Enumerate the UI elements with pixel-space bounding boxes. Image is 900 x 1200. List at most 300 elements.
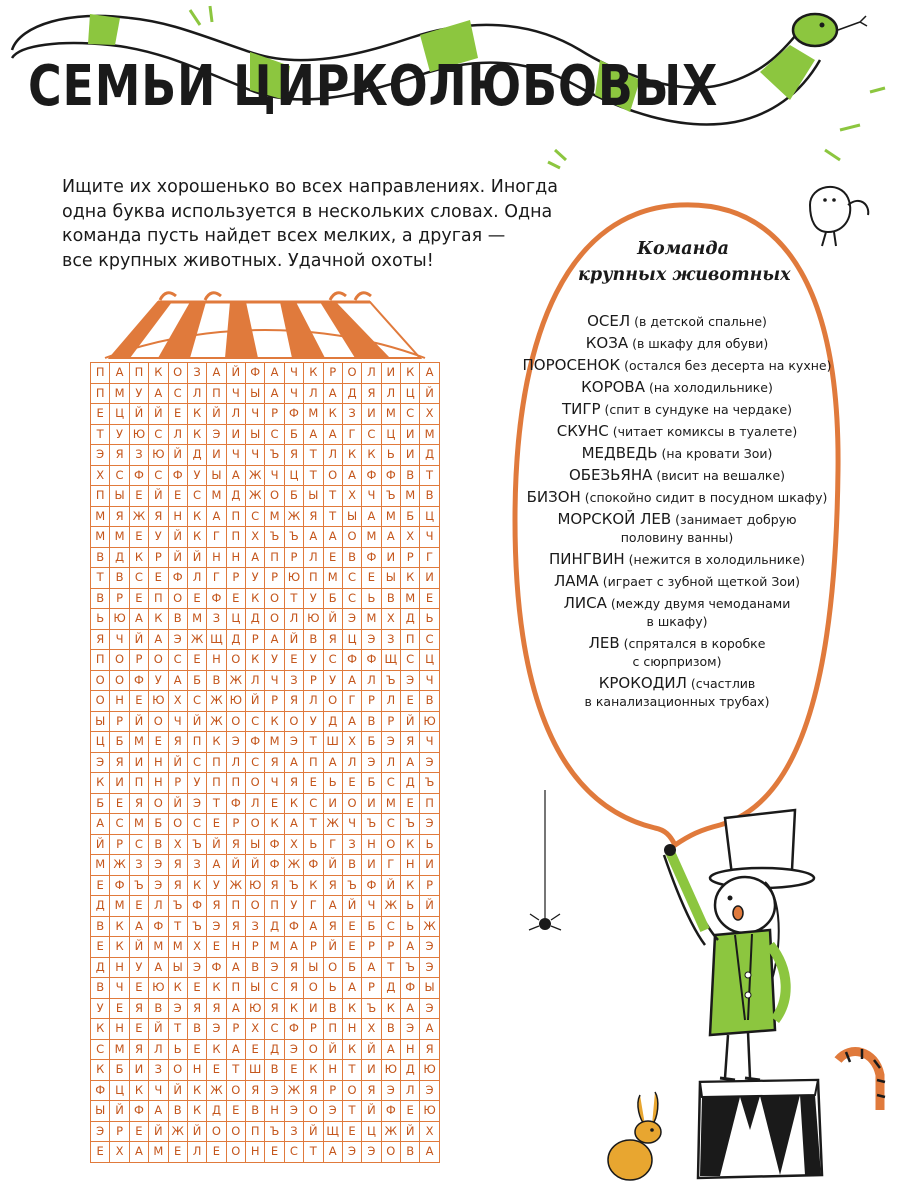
- grid-cell: К: [246, 589, 265, 610]
- grid-cell: Э: [169, 630, 188, 651]
- grid-cell: Л: [324, 445, 343, 466]
- grid-cell: С: [401, 404, 420, 425]
- grid-cell: Ч: [169, 712, 188, 733]
- grid-cell: П: [265, 896, 284, 917]
- grid-cell: Д: [227, 486, 246, 507]
- grid-cell: Г: [207, 568, 226, 589]
- grid-cell: Х: [285, 835, 304, 856]
- grid-cell: Ч: [110, 978, 129, 999]
- grid-cell: Ш: [324, 732, 343, 753]
- grid-cell: М: [110, 527, 129, 548]
- grid-cell: Ф: [246, 732, 265, 753]
- grid-cell: Я: [227, 835, 246, 856]
- grid-cell: Я: [420, 1040, 439, 1061]
- animal-item: [518, 594, 836, 631]
- grid-cell: Х: [420, 1122, 439, 1143]
- grid-cell: Ф: [265, 855, 284, 876]
- grid-cell: Я: [362, 1081, 381, 1102]
- grid-cell: В: [149, 999, 168, 1020]
- grid-cell: Ч: [420, 527, 439, 548]
- grid-cell: Г: [343, 425, 362, 446]
- grid-cell: Э: [401, 671, 420, 692]
- grid-cell: Е: [343, 1122, 362, 1143]
- team-heading-line: Команда: [637, 239, 729, 259]
- grid-cell: Е: [324, 548, 343, 569]
- grid-cell: Ч: [246, 404, 265, 425]
- grid-cell: В: [382, 589, 401, 610]
- grid-cell: В: [91, 589, 110, 610]
- grid-row: [91, 691, 440, 712]
- grid-cell: К: [401, 363, 420, 384]
- grid-cell: Ф: [130, 671, 149, 692]
- grid-cell: О: [207, 1122, 226, 1143]
- grid-cell: Е: [343, 937, 362, 958]
- grid-cell: И: [401, 425, 420, 446]
- grid-row: [91, 958, 440, 979]
- grid-cell: Р: [227, 568, 246, 589]
- grid-cell: И: [362, 794, 381, 815]
- grid-cell: Ж: [285, 507, 304, 528]
- grid-cell: Й: [285, 630, 304, 651]
- team-heading-line: крупных животных: [578, 265, 791, 285]
- grid-cell: М: [207, 486, 226, 507]
- grid-cell: З: [285, 1122, 304, 1143]
- grid-cell: Ц: [420, 507, 439, 528]
- grid-cell: Т: [343, 1060, 362, 1081]
- grid-cell: М: [382, 507, 401, 528]
- grid-cell: Х: [343, 486, 362, 507]
- grid-cell: Ц: [382, 425, 401, 446]
- grid-cell: Ю: [149, 691, 168, 712]
- grid-cell: Т: [169, 1019, 188, 1040]
- grid-cell: К: [401, 876, 420, 897]
- animal-name: МЕДВЕДЬ: [581, 444, 658, 462]
- grid-cell: З: [382, 630, 401, 651]
- grid-cell: Л: [304, 384, 323, 405]
- grid-cell: Ж: [110, 855, 129, 876]
- grid-cell: К: [343, 445, 362, 466]
- grid-cell: О: [382, 835, 401, 856]
- grid-cell: Ъ: [169, 896, 188, 917]
- grid-cell: У: [285, 896, 304, 917]
- grid-cell: Ф: [304, 855, 323, 876]
- grid-cell: Н: [324, 1060, 343, 1081]
- grid-cell: Ч: [246, 445, 265, 466]
- grid-cell: Й: [188, 1122, 207, 1143]
- animal-line: с сюрпризом): [632, 654, 722, 669]
- grid-cell: Л: [227, 404, 246, 425]
- grid-cell: П: [227, 773, 246, 794]
- grid-cell: Ь: [304, 835, 323, 856]
- grid-cell: Ъ: [343, 876, 362, 897]
- animal-line: [518, 466, 836, 485]
- grid-cell: Я: [246, 1081, 265, 1102]
- animal-item: [518, 312, 836, 331]
- grid-cell: Й: [130, 712, 149, 733]
- grid-cell: Ц: [110, 404, 129, 425]
- grid-cell: Э: [149, 876, 168, 897]
- grid-cell: А: [130, 609, 149, 630]
- grid-cell: Е: [401, 794, 420, 815]
- grid-cell: С: [91, 1040, 110, 1061]
- grid-cell: В: [188, 1019, 207, 1040]
- animal-location: (спокойно сидит в посудном шкафу): [580, 490, 828, 505]
- grid-cell: Ь: [401, 917, 420, 938]
- grid-cell: Ф: [207, 958, 226, 979]
- grid-cell: Я: [130, 794, 149, 815]
- grid-cell: С: [246, 753, 265, 774]
- grid-cell: Б: [324, 589, 343, 610]
- grid-cell: А: [343, 978, 362, 999]
- grid-cell: Й: [130, 937, 149, 958]
- grid-cell: К: [343, 999, 362, 1020]
- grid-cell: Э: [91, 445, 110, 466]
- grid-cell: О: [169, 363, 188, 384]
- grid-cell: Т: [91, 425, 110, 446]
- grid-cell: Л: [149, 1040, 168, 1061]
- grid-cell: Р: [304, 937, 323, 958]
- grid-cell: М: [420, 425, 439, 446]
- grid-cell: К: [401, 835, 420, 856]
- grid-cell: О: [227, 1142, 246, 1163]
- grid-cell: О: [324, 958, 343, 979]
- grid-cell: Т: [169, 917, 188, 938]
- grid-row: [91, 384, 440, 405]
- grid-row: [91, 814, 440, 835]
- grid-cell: Е: [149, 568, 168, 589]
- grid-cell: А: [420, 363, 439, 384]
- grid-cell: Е: [207, 1142, 226, 1163]
- grid-cell: О: [91, 671, 110, 692]
- grid-cell: Ю: [246, 999, 265, 1020]
- grid-cell: К: [285, 999, 304, 1020]
- grid-cell: Ю: [420, 1101, 439, 1122]
- grid-cell: Х: [91, 466, 110, 487]
- grid-cell: Б: [149, 814, 168, 835]
- grid-cell: Ж: [420, 917, 439, 938]
- grid-cell: Ъ: [130, 876, 149, 897]
- grid-cell: К: [188, 876, 207, 897]
- grid-cell: Б: [362, 917, 381, 938]
- grid-cell: Р: [110, 835, 129, 856]
- grid-cell: Е: [91, 404, 110, 425]
- grid-cell: Н: [227, 548, 246, 569]
- grid-cell: Е: [227, 589, 246, 610]
- grid-cell: С: [382, 773, 401, 794]
- grid-cell: Ы: [304, 486, 323, 507]
- grid-cell: Ф: [362, 548, 381, 569]
- grid-cell: А: [285, 753, 304, 774]
- grid-cell: М: [382, 794, 401, 815]
- grid-cell: Ч: [420, 732, 439, 753]
- grid-cell: Й: [324, 855, 343, 876]
- animal-item: [518, 466, 836, 485]
- grid-cell: Й: [382, 876, 401, 897]
- grid-cell: А: [207, 507, 226, 528]
- grid-cell: Я: [207, 999, 226, 1020]
- grid-cell: С: [169, 650, 188, 671]
- grid-cell: М: [169, 937, 188, 958]
- grid-cell: Ц: [362, 1122, 381, 1143]
- grid-cell: Ы: [169, 958, 188, 979]
- grid-cell: С: [343, 589, 362, 610]
- grid-cell: Э: [285, 1101, 304, 1122]
- grid-cell: Р: [110, 1122, 129, 1143]
- grid-cell: Э: [420, 753, 439, 774]
- grid-cell: З: [343, 404, 362, 425]
- grid-cell: К: [246, 650, 265, 671]
- grid-cell: М: [324, 568, 343, 589]
- grid-cell: Щ: [324, 1122, 343, 1143]
- grid-cell: Л: [362, 671, 381, 692]
- grid-cell: Ю: [149, 978, 168, 999]
- grid-cell: А: [304, 527, 323, 548]
- grid-cell: З: [246, 917, 265, 938]
- grid-cell: М: [188, 609, 207, 630]
- grid-cell: Н: [207, 650, 226, 671]
- grid-cell: Ф: [130, 1101, 149, 1122]
- grid-cell: А: [343, 712, 362, 733]
- grid-cell: Д: [91, 958, 110, 979]
- grid-cell: Д: [401, 773, 420, 794]
- grid-cell: Ц: [343, 630, 362, 651]
- grid-row: [91, 773, 440, 794]
- grid-cell: Я: [285, 773, 304, 794]
- grid-cell: Г: [304, 896, 323, 917]
- grid-cell: О: [227, 650, 246, 671]
- grid-cell: Ф: [401, 978, 420, 999]
- grid-cell: К: [207, 978, 226, 999]
- grid-cell: Й: [227, 855, 246, 876]
- animal-name: КОРОВА: [581, 378, 645, 396]
- grid-cell: Х: [110, 1142, 129, 1163]
- grid-cell: Э: [91, 753, 110, 774]
- animal-location: (остался без десерта на кухне): [620, 358, 832, 373]
- grid-cell: У: [304, 712, 323, 733]
- grid-cell: Ц: [91, 732, 110, 753]
- grid-cell: С: [188, 691, 207, 712]
- grid-cell: А: [149, 630, 168, 651]
- grid-cell: Р: [420, 876, 439, 897]
- grid-cell: А: [207, 363, 226, 384]
- grid-cell: М: [130, 814, 149, 835]
- grid-cell: А: [343, 466, 362, 487]
- grid-cell: Й: [324, 609, 343, 630]
- grid-cell: Ф: [285, 917, 304, 938]
- grid-cell: Ф: [265, 835, 284, 856]
- grid-cell: В: [91, 548, 110, 569]
- grid-row: [91, 937, 440, 958]
- grid-cell: Х: [246, 1019, 265, 1040]
- grid-cell: А: [420, 1019, 439, 1040]
- grid-cell: О: [169, 814, 188, 835]
- grid-cell: И: [382, 548, 401, 569]
- grid-cell: Э: [91, 1122, 110, 1143]
- animal-line: [518, 334, 836, 353]
- grid-cell: Ъ: [420, 773, 439, 794]
- grid-cell: Л: [362, 363, 381, 384]
- grid-cell: А: [149, 384, 168, 405]
- animal-line: [518, 510, 836, 529]
- grid-cell: О: [343, 794, 362, 815]
- grid-cell: З: [207, 609, 226, 630]
- grid-cell: Я: [169, 732, 188, 753]
- grid-cell: О: [227, 1122, 246, 1143]
- grid-cell: Е: [343, 773, 362, 794]
- grid-cell: Ж: [285, 1081, 304, 1102]
- grid-cell: Р: [130, 650, 149, 671]
- grid-row: [91, 404, 440, 425]
- grid-cell: С: [285, 1142, 304, 1163]
- grid-cell: Д: [91, 896, 110, 917]
- grid-cell: Й: [91, 835, 110, 856]
- grid-cell: А: [362, 507, 381, 528]
- grid-cell: Й: [169, 1081, 188, 1102]
- grid-cell: В: [110, 568, 129, 589]
- grid-cell: К: [91, 1060, 110, 1081]
- grid-row: [91, 1101, 440, 1122]
- grid-row: [91, 999, 440, 1020]
- grid-cell: Р: [110, 589, 129, 610]
- grid-cell: Е: [207, 814, 226, 835]
- grid-cell: Э: [343, 1142, 362, 1163]
- grid-cell: П: [227, 978, 246, 999]
- grid-cell: Й: [169, 794, 188, 815]
- grid-cell: Ы: [246, 384, 265, 405]
- grid-cell: Э: [362, 1142, 381, 1163]
- grid-cell: Й: [110, 1101, 129, 1122]
- grid-cell: У: [188, 466, 207, 487]
- grid-cell: К: [188, 1101, 207, 1122]
- grid-cell: Й: [130, 630, 149, 651]
- grid-cell: Б: [110, 732, 129, 753]
- grid-cell: Т: [420, 466, 439, 487]
- grid-cell: А: [324, 896, 343, 917]
- grid-cell: К: [362, 445, 381, 466]
- grid-cell: Й: [188, 548, 207, 569]
- grid-cell: Р: [265, 568, 284, 589]
- grid-cell: К: [188, 425, 207, 446]
- grid-cell: И: [362, 1060, 381, 1081]
- grid-cell: Ъ: [401, 814, 420, 835]
- grid-cell: М: [110, 1040, 129, 1061]
- grid-cell: П: [227, 507, 246, 528]
- intro-line: все крупных животных. Удачной охоты!: [62, 250, 434, 271]
- grid-cell: Я: [130, 1040, 149, 1061]
- grid-cell: Я: [149, 507, 168, 528]
- grid-cell: С: [130, 568, 149, 589]
- grid-cell: Х: [362, 1019, 381, 1040]
- grid-cell: Е: [169, 1142, 188, 1163]
- grid-cell: З: [130, 445, 149, 466]
- grid-cell: Т: [324, 507, 343, 528]
- grid-cell: Ж: [227, 876, 246, 897]
- animal-location: (спит в сундуке на чердаке): [600, 402, 793, 417]
- grid-cell: О: [246, 896, 265, 917]
- grid-cell: В: [304, 630, 323, 651]
- grid-cell: В: [169, 1101, 188, 1122]
- grid-cell: У: [304, 589, 323, 610]
- grid-cell: И: [227, 425, 246, 446]
- grid-cell: Ф: [188, 896, 207, 917]
- grid-cell: С: [246, 712, 265, 733]
- grid-cell: А: [401, 937, 420, 958]
- grid-cell: Л: [382, 753, 401, 774]
- grid-cell: Ч: [362, 896, 381, 917]
- grid-cell: Ю: [130, 425, 149, 446]
- grid-cell: Ю: [149, 445, 168, 466]
- grid-cell: О: [265, 589, 284, 610]
- grid-cell: Й: [304, 1122, 323, 1143]
- grid-cell: Е: [110, 794, 129, 815]
- grid-cell: Я: [110, 507, 129, 528]
- grid-cell: П: [91, 384, 110, 405]
- grid-cell: А: [324, 1142, 343, 1163]
- grid-row: [91, 630, 440, 651]
- grid-cell: Г: [343, 691, 362, 712]
- grid-cell: Л: [188, 384, 207, 405]
- spider-icon: [529, 790, 561, 930]
- grid-cell: А: [304, 917, 323, 938]
- grid-cell: М: [91, 855, 110, 876]
- grid-cell: Б: [285, 486, 304, 507]
- grid-cell: Э: [420, 999, 439, 1020]
- animal-name: БИЗОН: [526, 488, 581, 506]
- grid-cell: Ы: [110, 486, 129, 507]
- grid-cell: У: [207, 876, 226, 897]
- grid-cell: Ч: [227, 384, 246, 405]
- grid-cell: А: [149, 958, 168, 979]
- grid-cell: А: [382, 527, 401, 548]
- grid-cell: Э: [188, 794, 207, 815]
- grid-cell: С: [382, 917, 401, 938]
- grid-cell: Я: [110, 753, 129, 774]
- grid-cell: Б: [362, 732, 381, 753]
- grid-cell: С: [324, 650, 343, 671]
- grid-cell: С: [401, 650, 420, 671]
- grid-cell: П: [130, 773, 149, 794]
- grid-cell: И: [324, 794, 343, 815]
- grid-cell: А: [227, 1040, 246, 1061]
- grid-cell: Л: [382, 384, 401, 405]
- grid-cell: П: [401, 630, 420, 651]
- grid-cell: Щ: [382, 650, 401, 671]
- grid-cell: Я: [227, 917, 246, 938]
- grid-cell: В: [420, 691, 439, 712]
- grid-cell: Ф: [382, 1101, 401, 1122]
- grid-cell: С: [362, 425, 381, 446]
- grid-cell: Е: [207, 1060, 226, 1081]
- grid-cell: Е: [343, 917, 362, 938]
- grid-cell: Р: [246, 630, 265, 651]
- grid-cell: Л: [169, 425, 188, 446]
- pedestal-illustration: [698, 1080, 822, 1178]
- grid-cell: Л: [401, 1081, 420, 1102]
- grid-cell: Т: [227, 1060, 246, 1081]
- grid-cell: П: [91, 650, 110, 671]
- animal-item: [518, 334, 836, 353]
- grid-cell: Н: [110, 691, 129, 712]
- grid-cell: Х: [420, 404, 439, 425]
- grid-cell: Ы: [382, 568, 401, 589]
- grid-cell: Т: [343, 1101, 362, 1122]
- intro-line: команда пусть найдет всех мелких, а другая —: [62, 226, 506, 246]
- grid-cell: Ы: [207, 466, 226, 487]
- animal-name: ЛЕВ: [588, 634, 620, 652]
- grid-cell: П: [246, 1122, 265, 1143]
- grid-cell: А: [401, 999, 420, 1020]
- grid-row: [91, 855, 440, 876]
